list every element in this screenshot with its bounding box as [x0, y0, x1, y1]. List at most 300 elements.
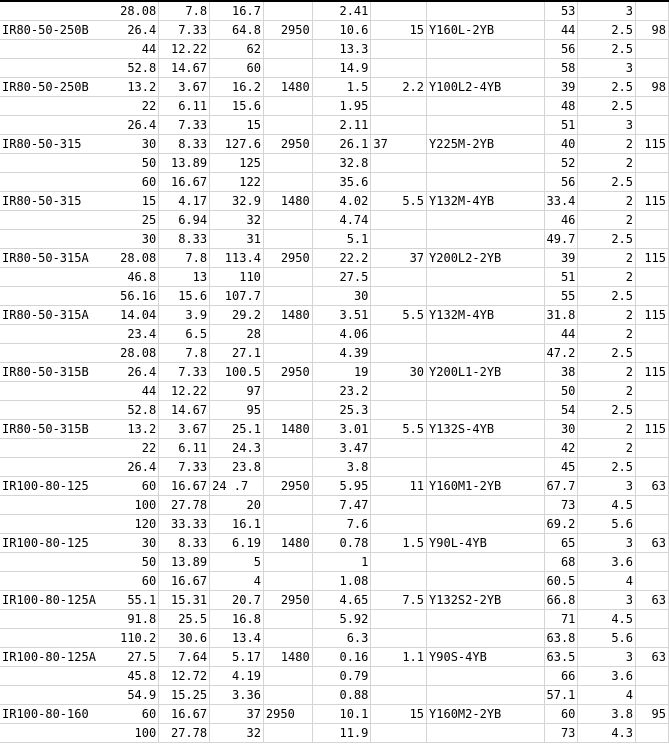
cell-flow-ls[interactable]: 15.6: [159, 287, 210, 306]
cell-motor-power[interactable]: [371, 610, 427, 629]
cell-npsh[interactable]: 2.5: [578, 287, 636, 306]
cell-npsh[interactable]: 2.5: [578, 173, 636, 192]
cell-motor-model[interactable]: [427, 40, 544, 59]
cell-power-shaft[interactable]: 5.92: [312, 610, 371, 629]
cell-power-shaft[interactable]: 19: [312, 363, 371, 382]
cell-flow-m3h[interactable]: 54.9: [112, 686, 159, 705]
cell-flow-m3h[interactable]: 60: [112, 173, 159, 192]
cell-head[interactable]: 64.8: [210, 21, 264, 40]
cell-flow-ls[interactable]: 7.8: [159, 2, 210, 21]
cell-npsh[interactable]: 3: [578, 59, 636, 78]
cell-power-shaft[interactable]: 5.95: [312, 477, 371, 496]
cell-head[interactable]: 28: [210, 325, 264, 344]
cell-head[interactable]: 27.1: [210, 344, 264, 363]
cell-efficiency[interactable]: 39: [544, 249, 578, 268]
cell-weight[interactable]: 115: [636, 249, 669, 268]
cell-model[interactable]: [0, 686, 112, 705]
cell-weight[interactable]: 63: [636, 648, 669, 667]
cell-motor-model[interactable]: [427, 382, 544, 401]
cell-motor-model[interactable]: Y160M2-2YB: [427, 705, 544, 724]
cell-weight[interactable]: [636, 2, 669, 21]
cell-motor-model[interactable]: [427, 230, 544, 249]
cell-weight[interactable]: [636, 553, 669, 572]
cell-weight[interactable]: [636, 230, 669, 249]
cell-flow-m3h[interactable]: 26.4: [112, 116, 159, 135]
cell-motor-model[interactable]: [427, 401, 544, 420]
cell-model[interactable]: [0, 572, 112, 591]
cell-model[interactable]: IR100-80-125: [0, 534, 112, 553]
cell-speed[interactable]: 1480: [263, 306, 312, 325]
cell-model[interactable]: [0, 230, 112, 249]
cell-speed[interactable]: [263, 667, 312, 686]
cell-motor-model[interactable]: [427, 173, 544, 192]
cell-power-shaft[interactable]: 4.06: [312, 325, 371, 344]
cell-power-shaft[interactable]: 1.5: [312, 78, 371, 97]
cell-power-shaft[interactable]: 0.79: [312, 667, 371, 686]
cell-power-shaft[interactable]: 10.1: [312, 705, 371, 724]
cell-flow-ls[interactable]: 3.9: [159, 306, 210, 325]
cell-motor-model[interactable]: Y225M-2YB: [427, 135, 544, 154]
cell-power-shaft[interactable]: 27.5: [312, 268, 371, 287]
cell-weight[interactable]: [636, 610, 669, 629]
cell-model[interactable]: [0, 401, 112, 420]
cell-flow-ls[interactable]: 14.67: [159, 401, 210, 420]
cell-speed[interactable]: [263, 2, 312, 21]
cell-weight[interactable]: [636, 116, 669, 135]
cell-motor-model[interactable]: Y132S2-2YB: [427, 591, 544, 610]
cell-efficiency[interactable]: 33.4: [544, 192, 578, 211]
cell-efficiency[interactable]: 66: [544, 667, 578, 686]
cell-npsh[interactable]: 2.5: [578, 344, 636, 363]
cell-power-shaft[interactable]: 32.8: [312, 154, 371, 173]
cell-power-shaft[interactable]: 6.3: [312, 629, 371, 648]
cell-power-shaft[interactable]: 4.02: [312, 192, 371, 211]
cell-flow-m3h[interactable]: 28.08: [112, 2, 159, 21]
cell-motor-model[interactable]: [427, 458, 544, 477]
cell-flow-m3h[interactable]: 30: [112, 135, 159, 154]
cell-motor-model[interactable]: Y132M-4YB: [427, 306, 544, 325]
cell-speed[interactable]: [263, 496, 312, 515]
cell-head[interactable]: 6.19: [210, 534, 264, 553]
cell-motor-power[interactable]: 2.2: [371, 78, 427, 97]
cell-motor-power[interactable]: [371, 287, 427, 306]
cell-efficiency[interactable]: 48: [544, 97, 578, 116]
cell-power-shaft[interactable]: 35.6: [312, 173, 371, 192]
cell-efficiency[interactable]: 54: [544, 401, 578, 420]
cell-motor-power[interactable]: 5.5: [371, 192, 427, 211]
cell-speed[interactable]: [263, 629, 312, 648]
cell-weight[interactable]: 115: [636, 135, 669, 154]
cell-flow-m3h[interactable]: 50: [112, 553, 159, 572]
cell-motor-model[interactable]: Y132S-4YB: [427, 420, 544, 439]
cell-head[interactable]: 110: [210, 268, 264, 287]
cell-power-shaft[interactable]: 1.95: [312, 97, 371, 116]
cell-model[interactable]: IR80-50-315B: [0, 363, 112, 382]
cell-flow-m3h[interactable]: 60: [112, 705, 159, 724]
cell-flow-ls[interactable]: 6.11: [159, 439, 210, 458]
cell-motor-power[interactable]: [371, 724, 427, 743]
cell-speed[interactable]: 1480: [263, 534, 312, 553]
cell-motor-model[interactable]: [427, 667, 544, 686]
cell-npsh[interactable]: 2.5: [578, 40, 636, 59]
cell-flow-ls[interactable]: 7.8: [159, 249, 210, 268]
cell-npsh[interactable]: 3.8: [578, 705, 636, 724]
cell-efficiency[interactable]: 56: [544, 173, 578, 192]
cell-weight[interactable]: [636, 724, 669, 743]
cell-model[interactable]: IR80-50-315: [0, 135, 112, 154]
cell-efficiency[interactable]: 66.8: [544, 591, 578, 610]
cell-npsh[interactable]: 2: [578, 439, 636, 458]
cell-flow-ls[interactable]: 15.25: [159, 686, 210, 705]
cell-flow-m3h[interactable]: 15: [112, 192, 159, 211]
cell-motor-power[interactable]: [371, 629, 427, 648]
cell-npsh[interactable]: 2: [578, 382, 636, 401]
cell-efficiency[interactable]: 50: [544, 382, 578, 401]
cell-weight[interactable]: [636, 211, 669, 230]
cell-head[interactable]: 97: [210, 382, 264, 401]
cell-model[interactable]: IR100-80-125: [0, 477, 112, 496]
cell-power-shaft[interactable]: 5.1: [312, 230, 371, 249]
cell-npsh[interactable]: 4: [578, 572, 636, 591]
cell-motor-power[interactable]: [371, 116, 427, 135]
cell-model[interactable]: IR100-80-160: [0, 705, 112, 724]
cell-model[interactable]: [0, 154, 112, 173]
cell-npsh[interactable]: 4: [578, 686, 636, 705]
cell-model[interactable]: [0, 59, 112, 78]
cell-weight[interactable]: [636, 154, 669, 173]
cell-efficiency[interactable]: 49.7: [544, 230, 578, 249]
cell-weight[interactable]: [636, 572, 669, 591]
cell-speed[interactable]: [263, 724, 312, 743]
cell-weight[interactable]: [636, 515, 669, 534]
cell-motor-model[interactable]: [427, 116, 544, 135]
cell-npsh[interactable]: 3: [578, 116, 636, 135]
cell-flow-ls[interactable]: 3.67: [159, 78, 210, 97]
cell-head[interactable]: 3.36: [210, 686, 264, 705]
cell-head[interactable]: 24 .7: [210, 477, 264, 496]
cell-model[interactable]: IR80-50-250B: [0, 21, 112, 40]
cell-model[interactable]: [0, 610, 112, 629]
cell-motor-power[interactable]: 7.5: [371, 591, 427, 610]
cell-motor-model[interactable]: [427, 97, 544, 116]
cell-flow-m3h[interactable]: 56.16: [112, 287, 159, 306]
cell-speed[interactable]: [263, 287, 312, 306]
cell-speed[interactable]: 2950: [263, 591, 312, 610]
cell-flow-m3h[interactable]: 30: [112, 534, 159, 553]
cell-motor-power[interactable]: 5.5: [371, 306, 427, 325]
cell-speed[interactable]: [263, 401, 312, 420]
cell-npsh[interactable]: 3: [578, 477, 636, 496]
cell-power-shaft[interactable]: 7.6: [312, 515, 371, 534]
cell-flow-ls[interactable]: 7.33: [159, 458, 210, 477]
cell-efficiency[interactable]: 30: [544, 420, 578, 439]
cell-head[interactable]: 23.8: [210, 458, 264, 477]
cell-flow-ls[interactable]: 8.33: [159, 534, 210, 553]
cell-speed[interactable]: [263, 59, 312, 78]
cell-speed[interactable]: [263, 572, 312, 591]
cell-motor-power[interactable]: [371, 268, 427, 287]
cell-npsh[interactable]: 4.5: [578, 610, 636, 629]
cell-npsh[interactable]: 2: [578, 363, 636, 382]
cell-efficiency[interactable]: 44: [544, 325, 578, 344]
cell-power-shaft[interactable]: 7.47: [312, 496, 371, 515]
cell-efficiency[interactable]: 31.8: [544, 306, 578, 325]
cell-head[interactable]: 107.7: [210, 287, 264, 306]
cell-weight[interactable]: 115: [636, 192, 669, 211]
cell-motor-power[interactable]: [371, 230, 427, 249]
cell-head[interactable]: 32: [210, 724, 264, 743]
cell-npsh[interactable]: 2: [578, 249, 636, 268]
cell-efficiency[interactable]: 40: [544, 135, 578, 154]
cell-efficiency[interactable]: 67.7: [544, 477, 578, 496]
cell-efficiency[interactable]: 73: [544, 496, 578, 515]
cell-weight[interactable]: [636, 287, 669, 306]
cell-model[interactable]: IR80-50-315B: [0, 420, 112, 439]
cell-weight[interactable]: 115: [636, 363, 669, 382]
cell-flow-ls[interactable]: 7.33: [159, 21, 210, 40]
cell-npsh[interactable]: 2.5: [578, 78, 636, 97]
cell-power-shaft[interactable]: 26.1: [312, 135, 371, 154]
cell-flow-ls[interactable]: 16.67: [159, 173, 210, 192]
cell-head[interactable]: 16.1: [210, 515, 264, 534]
cell-flow-m3h[interactable]: 60: [112, 572, 159, 591]
cell-npsh[interactable]: 3.6: [578, 667, 636, 686]
cell-flow-m3h[interactable]: 44: [112, 40, 159, 59]
cell-flow-m3h[interactable]: 22: [112, 97, 159, 116]
cell-motor-model[interactable]: [427, 686, 544, 705]
cell-model[interactable]: IR100-80-125A: [0, 648, 112, 667]
cell-weight[interactable]: [636, 40, 669, 59]
cell-efficiency[interactable]: 44: [544, 21, 578, 40]
cell-speed[interactable]: 2950: [263, 249, 312, 268]
cell-weight[interactable]: 63: [636, 534, 669, 553]
cell-flow-m3h[interactable]: 26.4: [112, 363, 159, 382]
cell-flow-m3h[interactable]: 22: [112, 439, 159, 458]
cell-motor-power[interactable]: [371, 686, 427, 705]
cell-motor-power[interactable]: 11: [371, 477, 427, 496]
cell-power-shaft[interactable]: 22.2: [312, 249, 371, 268]
cell-efficiency[interactable]: 73: [544, 724, 578, 743]
cell-power-shaft[interactable]: 1.08: [312, 572, 371, 591]
cell-motor-power[interactable]: [371, 515, 427, 534]
cell-efficiency[interactable]: 52: [544, 154, 578, 173]
cell-motor-model[interactable]: [427, 344, 544, 363]
cell-motor-model[interactable]: Y132M-4YB: [427, 192, 544, 211]
cell-flow-m3h[interactable]: 55.1: [112, 591, 159, 610]
cell-efficiency[interactable]: 38: [544, 363, 578, 382]
cell-model[interactable]: [0, 439, 112, 458]
cell-motor-power[interactable]: [371, 553, 427, 572]
cell-flow-ls[interactable]: 27.78: [159, 724, 210, 743]
cell-model[interactable]: [0, 458, 112, 477]
cell-model[interactable]: [0, 40, 112, 59]
cell-speed[interactable]: [263, 610, 312, 629]
cell-head[interactable]: 16.8: [210, 610, 264, 629]
cell-power-shaft[interactable]: 23.2: [312, 382, 371, 401]
cell-flow-ls[interactable]: 8.33: [159, 230, 210, 249]
cell-head[interactable]: 25.1: [210, 420, 264, 439]
cell-motor-model[interactable]: [427, 2, 544, 21]
cell-power-shaft[interactable]: 3.47: [312, 439, 371, 458]
cell-motor-power[interactable]: 5.5: [371, 420, 427, 439]
cell-flow-m3h[interactable]: 30: [112, 230, 159, 249]
cell-motor-power[interactable]: [371, 211, 427, 230]
cell-flow-m3h[interactable]: 26.4: [112, 458, 159, 477]
cell-power-shaft[interactable]: 1: [312, 553, 371, 572]
cell-flow-ls[interactable]: 16.67: [159, 705, 210, 724]
cell-motor-power[interactable]: [371, 401, 427, 420]
cell-head[interactable]: 4: [210, 572, 264, 591]
cell-power-shaft[interactable]: 3.8: [312, 458, 371, 477]
cell-motor-model[interactable]: [427, 610, 544, 629]
cell-power-shaft[interactable]: 2.11: [312, 116, 371, 135]
cell-efficiency[interactable]: 65: [544, 534, 578, 553]
cell-motor-model[interactable]: [427, 268, 544, 287]
cell-speed[interactable]: [263, 439, 312, 458]
cell-model[interactable]: IR80-50-315A: [0, 249, 112, 268]
cell-speed[interactable]: 2950: [263, 363, 312, 382]
cell-flow-ls[interactable]: 6.5: [159, 325, 210, 344]
cell-weight[interactable]: 115: [636, 420, 669, 439]
cell-weight[interactable]: [636, 382, 669, 401]
cell-weight[interactable]: [636, 667, 669, 686]
cell-power-shaft[interactable]: 2.41: [312, 2, 371, 21]
cell-weight[interactable]: 98: [636, 78, 669, 97]
cell-weight[interactable]: 63: [636, 477, 669, 496]
cell-speed[interactable]: [263, 553, 312, 572]
cell-power-shaft[interactable]: 0.88: [312, 686, 371, 705]
cell-head[interactable]: 95: [210, 401, 264, 420]
cell-motor-power[interactable]: 15: [371, 705, 427, 724]
cell-model[interactable]: [0, 268, 112, 287]
cell-weight[interactable]: [636, 686, 669, 705]
cell-flow-m3h[interactable]: 25: [112, 211, 159, 230]
cell-motor-model[interactable]: [427, 553, 544, 572]
cell-head[interactable]: 29.2: [210, 306, 264, 325]
cell-power-shaft[interactable]: 0.78: [312, 534, 371, 553]
cell-speed[interactable]: 1480: [263, 420, 312, 439]
cell-motor-model[interactable]: Y160L-2YB: [427, 21, 544, 40]
cell-flow-ls[interactable]: 15.31: [159, 591, 210, 610]
cell-model[interactable]: IR80-50-315: [0, 192, 112, 211]
cell-head[interactable]: 20: [210, 496, 264, 515]
cell-flow-ls[interactable]: 8.33: [159, 135, 210, 154]
cell-npsh[interactable]: 2.5: [578, 21, 636, 40]
cell-flow-ls[interactable]: 16.67: [159, 477, 210, 496]
cell-power-shaft[interactable]: 25.3: [312, 401, 371, 420]
cell-flow-m3h[interactable]: 26.4: [112, 21, 159, 40]
cell-flow-ls[interactable]: 30.6: [159, 629, 210, 648]
cell-speed[interactable]: 2950: [263, 705, 312, 724]
cell-efficiency[interactable]: 42: [544, 439, 578, 458]
cell-model[interactable]: [0, 344, 112, 363]
cell-motor-model[interactable]: [427, 59, 544, 78]
cell-motor-model[interactable]: [427, 496, 544, 515]
cell-model[interactable]: IR80-50-250B: [0, 78, 112, 97]
cell-efficiency[interactable]: 71: [544, 610, 578, 629]
cell-motor-power[interactable]: 15: [371, 21, 427, 40]
cell-flow-m3h[interactable]: 14.04: [112, 306, 159, 325]
cell-model[interactable]: [0, 496, 112, 515]
cell-power-shaft[interactable]: 3.51: [312, 306, 371, 325]
cell-efficiency[interactable]: 51: [544, 116, 578, 135]
cell-npsh[interactable]: 2: [578, 268, 636, 287]
cell-motor-model[interactable]: [427, 154, 544, 173]
cell-motor-model[interactable]: [427, 572, 544, 591]
cell-head[interactable]: 13.4: [210, 629, 264, 648]
cell-model[interactable]: [0, 211, 112, 230]
cell-motor-model[interactable]: [427, 211, 544, 230]
cell-weight[interactable]: [636, 401, 669, 420]
cell-head[interactable]: 4.19: [210, 667, 264, 686]
cell-npsh[interactable]: 3: [578, 2, 636, 21]
cell-flow-m3h[interactable]: 120: [112, 515, 159, 534]
cell-speed[interactable]: [263, 116, 312, 135]
cell-speed[interactable]: 1480: [263, 648, 312, 667]
cell-flow-ls[interactable]: 13.89: [159, 154, 210, 173]
cell-speed[interactable]: 2950: [263, 21, 312, 40]
cell-flow-m3h[interactable]: 50: [112, 154, 159, 173]
cell-motor-model[interactable]: Y90S-4YB: [427, 648, 544, 667]
cell-motor-model[interactable]: [427, 629, 544, 648]
cell-speed[interactable]: [263, 344, 312, 363]
cell-npsh[interactable]: 2.5: [578, 230, 636, 249]
cell-head[interactable]: 16.7: [210, 2, 264, 21]
cell-flow-m3h[interactable]: 46.8: [112, 268, 159, 287]
cell-efficiency[interactable]: 56: [544, 40, 578, 59]
cell-head[interactable]: 32.9: [210, 192, 264, 211]
cell-flow-ls[interactable]: 12.22: [159, 40, 210, 59]
cell-flow-m3h[interactable]: 100: [112, 496, 159, 515]
cell-head[interactable]: 16.2: [210, 78, 264, 97]
cell-weight[interactable]: 98: [636, 21, 669, 40]
cell-power-shaft[interactable]: 4.39: [312, 344, 371, 363]
cell-efficiency[interactable]: 55: [544, 287, 578, 306]
cell-efficiency[interactable]: 45: [544, 458, 578, 477]
cell-flow-ls[interactable]: 25.5: [159, 610, 210, 629]
cell-power-shaft[interactable]: 14.9: [312, 59, 371, 78]
cell-efficiency[interactable]: 57.1: [544, 686, 578, 705]
cell-npsh[interactable]: 3: [578, 591, 636, 610]
cell-weight[interactable]: 95: [636, 705, 669, 724]
cell-speed[interactable]: [263, 40, 312, 59]
cell-model[interactable]: [0, 382, 112, 401]
cell-flow-m3h[interactable]: 60: [112, 477, 159, 496]
cell-npsh[interactable]: 5.6: [578, 515, 636, 534]
cell-motor-power[interactable]: [371, 2, 427, 21]
cell-flow-m3h[interactable]: 91.8: [112, 610, 159, 629]
cell-motor-power[interactable]: [371, 667, 427, 686]
cell-head[interactable]: 127.6: [210, 135, 264, 154]
cell-efficiency[interactable]: 51: [544, 268, 578, 287]
cell-model[interactable]: [0, 629, 112, 648]
cell-model[interactable]: [0, 325, 112, 344]
cell-model[interactable]: [0, 287, 112, 306]
cell-head[interactable]: 20.7: [210, 591, 264, 610]
cell-model[interactable]: [0, 97, 112, 116]
cell-weight[interactable]: [636, 325, 669, 344]
cell-power-shaft[interactable]: 11.9: [312, 724, 371, 743]
cell-head[interactable]: 100.5: [210, 363, 264, 382]
cell-head[interactable]: 60: [210, 59, 264, 78]
cell-motor-power[interactable]: [371, 173, 427, 192]
cell-flow-m3h[interactable]: 52.8: [112, 401, 159, 420]
cell-flow-ls[interactable]: 14.67: [159, 59, 210, 78]
cell-flow-ls[interactable]: 27.78: [159, 496, 210, 515]
cell-head[interactable]: 15: [210, 116, 264, 135]
cell-speed[interactable]: 2950: [263, 135, 312, 154]
cell-flow-m3h[interactable]: 28.08: [112, 249, 159, 268]
